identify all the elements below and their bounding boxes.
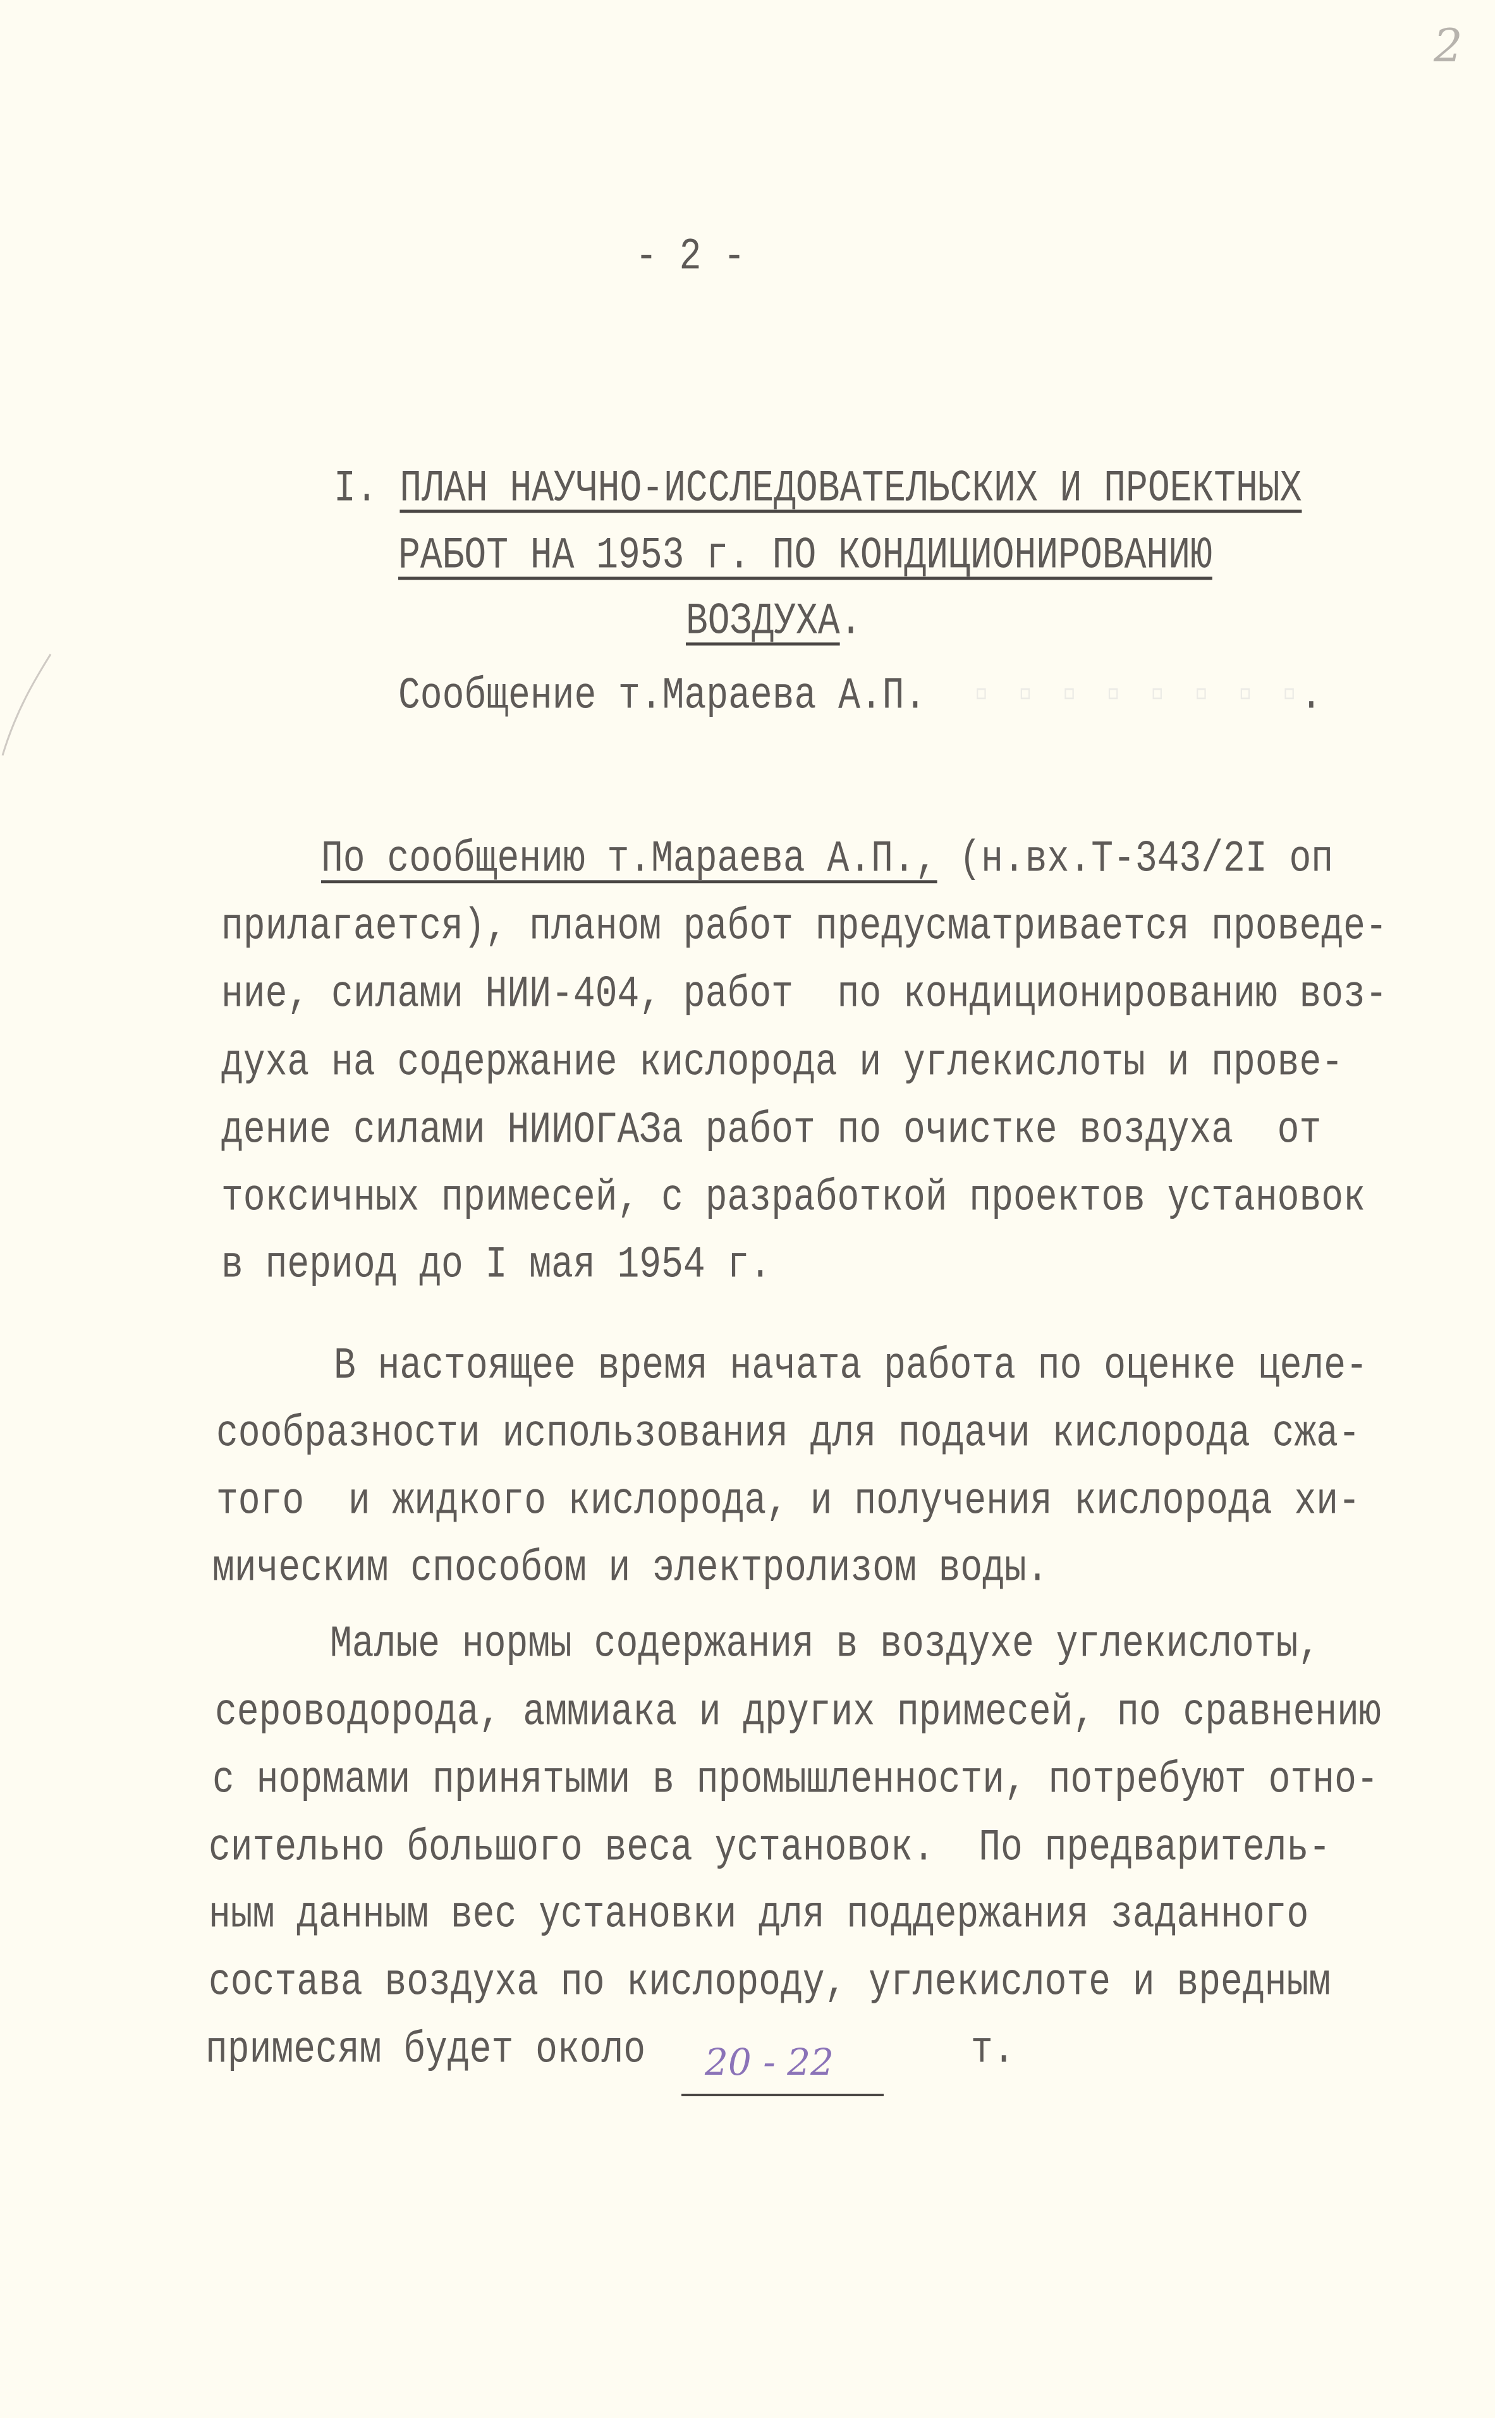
paragraph-3-line-7: примесям будет около т.	[205, 2025, 1015, 2076]
paragraph-2-line-1: В настоящее время начата работа по оценке целе-	[334, 1341, 1368, 1392]
underlined-reference: По сообщению т.Мараева А.П.,	[321, 834, 937, 885]
heading-text-1: ПЛАН НАУЧНО-ИССЛЕДОВАТЕЛЬСКИХ И ПРОЕКТНЫХ	[399, 464, 1302, 515]
heading-line-2	[398, 531, 1212, 582]
paragraph-1-line-6: токсичных примесей, с разработкой проектов установок	[221, 1173, 1365, 1224]
heading-text-3: ВОЗДУХА	[686, 597, 840, 647]
margin-pencil-mark	[0, 651, 57, 759]
paragraph-1-line-5: дение силами НИИОГАЗа работ по очистке воздуха от	[221, 1106, 1322, 1156]
heading-line-3: ВОЗДУХА.	[686, 597, 862, 647]
paragraph-2-line-2: сообразности использования для подачи кислорода сжа-	[216, 1409, 1360, 1460]
paragraph-3-line-2: сероводорода, аммиака и других примесей, по сравнению	[215, 1688, 1381, 1738]
page-header: - 2 -	[635, 232, 746, 283]
handwritten-weight-value: 20 - 22	[705, 2041, 834, 2084]
heading-line-1	[334, 464, 1302, 515]
paragraph-1-line-4: духа на содержание кислорода и углекислоты и прове-	[221, 1038, 1344, 1089]
erased-text: ▫ ▫ ▫ ▫ ▫ ▫ ▫ ▫	[926, 671, 1301, 722]
paragraph-1-line-7: в период до I мая 1954 г.	[221, 1240, 772, 1291]
paragraph-3-line-3: с нормами принятыми в промышленности, потребуют отно-	[212, 1755, 1379, 1806]
fill-in-blank-line	[681, 2094, 884, 2096]
paragraph-1-line-2: прилагается), планом работ предусматривается проведе-	[221, 902, 1387, 953]
heading-number: I.	[334, 464, 400, 515]
paragraph-2-line-4: мическим способом и электролизом воды.	[212, 1544, 1049, 1594]
paragraph-3-line-6: состава воздуха по кислороду, углекислоте и вредным	[209, 1958, 1331, 2008]
paragraph-3-line-5: ным данным вес установки для поддержания заданного	[209, 1890, 1309, 1941]
paragraph-3-line-1: Малые нормы содержания в воздухе углекислоты,	[330, 1620, 1320, 1670]
paragraph-1-line-3: ние, силами НИИ-404, работ по кондиционированию воз-	[221, 970, 1387, 1020]
heading-text-2: РАБОТ НА 1953 г. ПО КОНДИЦИОНИРОВАНИЮ	[398, 531, 1212, 582]
paragraph-1-line-1: По сообщению т.Мараева А.П., (н.вх.Т-343/2I оп	[321, 834, 1334, 885]
archive-page-number: 2	[1434, 19, 1463, 72]
report-line: Сообщение т.Мараева А.П. ▫ ▫ ▫ ▫ ▫ ▫ ▫ ▫.	[398, 671, 1322, 722]
paragraph-2-line-3: того и жидкого кислорода, и получения кислорода хи-	[216, 1477, 1360, 1527]
paragraph-3-line-4: сительно большого веса установок. По предваритель-	[209, 1823, 1331, 1874]
